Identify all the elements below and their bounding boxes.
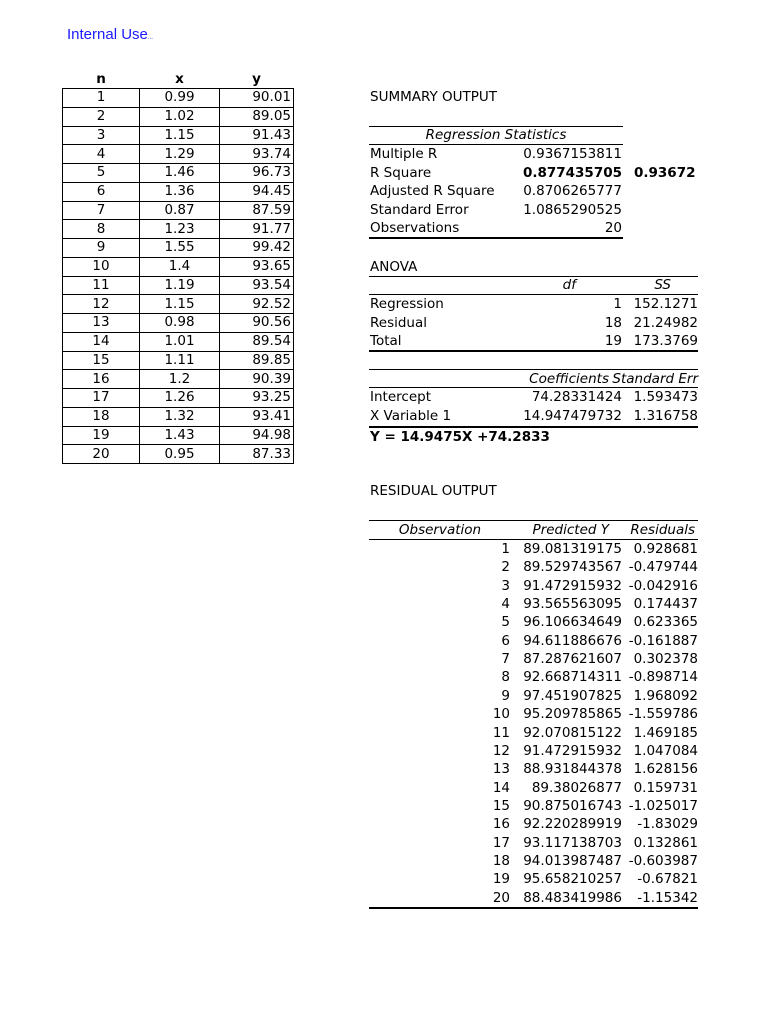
cell-n: 12: [63, 295, 140, 314]
residual-observation: 13: [492, 761, 510, 778]
internal-use-text: Internal Use: [67, 26, 148, 43]
internal-use-sub: ...: [147, 35, 153, 41]
regression-equation: Y = 14.9475X +74.2833: [370, 429, 550, 445]
residual-value: -0.479744: [628, 559, 698, 576]
residual-predicted-y: 93.117138703: [523, 834, 622, 851]
residual-value: -1.15342: [637, 889, 698, 906]
coefficient-value: 14.947479732: [523, 408, 622, 424]
cell-n: 11: [63, 276, 140, 295]
regstat-value: 0.9367153811: [523, 146, 622, 162]
residual-value: 1.469185: [633, 724, 698, 741]
table-row: [63, 126, 294, 145]
residual-value: -0.67821: [637, 871, 698, 888]
residual-value: 1.047084: [633, 742, 698, 759]
coefficients-header: Coefficients: [529, 371, 609, 387]
cell-y: 89.05: [220, 107, 294, 126]
table-row: [63, 314, 294, 333]
header-n: n: [96, 71, 106, 87]
observation-header: Observation: [398, 522, 482, 538]
table-row: [63, 389, 294, 408]
cell-n: 16: [63, 370, 140, 389]
cell-y: 91.43: [220, 126, 294, 145]
cell-x: 1.2: [140, 370, 220, 389]
residual-value: 1.968092: [633, 687, 698, 704]
cell-n: 8: [63, 220, 140, 239]
cell-x: 1.01: [140, 332, 220, 351]
standard-error-header: [612, 370, 698, 388]
table-row: [63, 107, 294, 126]
residual-observation: 20: [492, 889, 510, 906]
residual-predicted-y: 87.287621607: [523, 651, 622, 668]
residual-predicted-y: 91.472915932: [523, 742, 622, 759]
anova-df-header: df: [562, 277, 576, 293]
table-row: [63, 332, 294, 351]
cell-x: 1.55: [140, 239, 220, 258]
residual-observation: 7: [501, 651, 510, 668]
regstat-value: 0.8706265777: [523, 183, 622, 199]
data-table-body: [63, 89, 294, 464]
anova-ss-header: SS: [654, 277, 671, 293]
residual-predicted-y: 90.875016743: [523, 797, 622, 814]
residual-observation: 9: [501, 687, 510, 704]
residual-value: -0.161887: [628, 632, 698, 649]
cell-n: 7: [63, 201, 140, 220]
regstat-label: Standard Error: [370, 201, 469, 218]
residual-predicted-y: 95.658210257: [523, 871, 622, 888]
residual-observation: 16: [492, 816, 510, 833]
residual-predicted-y: 95.209785865: [523, 706, 622, 723]
cell-n: 3: [63, 126, 140, 145]
table-row: [63, 276, 294, 295]
residual-predicted-y: 94.013987487: [523, 852, 622, 869]
residual-predicted-y: 88.931844378: [523, 761, 622, 778]
cell-y: 93.54: [220, 276, 294, 295]
anova-df: 18: [604, 314, 622, 331]
residual-observation: 11: [492, 724, 510, 741]
table-row: [63, 89, 294, 108]
residual-predicted-y: 91.472915932: [523, 577, 622, 594]
residual-predicted-y: 93.565563095: [523, 596, 622, 613]
regstats-bottom-rule: [369, 237, 623, 239]
coef-row-label: X Variable 1: [370, 408, 452, 424]
residual-observation: 3: [501, 577, 510, 594]
residual-predicted-y: 88.483419986: [523, 889, 622, 906]
cell-x: 1.02: [140, 107, 220, 126]
cell-x: 1.15: [140, 295, 220, 314]
standard-error-value: 1.316758: [633, 408, 698, 424]
cell-y: 96.73: [220, 164, 294, 183]
cell-n: 6: [63, 182, 140, 201]
residual-value: 0.174437: [633, 596, 698, 613]
table-row: [63, 351, 294, 370]
cell-x: 1.32: [140, 407, 220, 426]
regstat-value: 20: [604, 220, 622, 236]
residual-observation: 17: [492, 834, 510, 851]
residual-predicted-y: 92.070815122: [523, 724, 622, 741]
cell-x: 1.23: [140, 220, 220, 239]
cell-n: 15: [63, 351, 140, 370]
cell-y: 93.74: [220, 145, 294, 164]
table-row: [63, 182, 294, 201]
cell-n: 19: [63, 426, 140, 445]
table-row: [63, 426, 294, 445]
cell-n: 1: [63, 89, 140, 108]
input-data-table: [62, 70, 294, 464]
regstat-label: Adjusted R Square: [370, 183, 495, 199]
cell-y: 89.54: [220, 332, 294, 351]
regstat-label: R Square: [370, 164, 432, 181]
cell-x: 1.43: [140, 426, 220, 445]
residual-observation: 5: [501, 614, 510, 631]
residual-observation: 4: [501, 596, 510, 613]
residual-predicted-y: 92.220289919: [523, 816, 622, 833]
cell-x: 1.4: [140, 257, 220, 276]
cell-x: 1.26: [140, 389, 220, 408]
residual-observation: 6: [501, 632, 510, 649]
regression-statistics-header: Regression Statistics: [425, 127, 567, 143]
table-row: [63, 257, 294, 276]
cell-x: 1.46: [140, 164, 220, 183]
anova-ss: 152.1271: [633, 296, 698, 312]
cell-y: 90.39: [220, 370, 294, 389]
summary-output-title: SUMMARY OUTPUT: [370, 89, 498, 105]
residual-observation: 10: [492, 706, 510, 723]
residual-observation: 1: [501, 541, 510, 557]
table-row: [63, 220, 294, 239]
cell-x: 0.87: [140, 201, 220, 220]
residual-value: -0.042916: [628, 577, 698, 594]
regstat-label: Observations: [370, 220, 460, 236]
standard-error-header-text: Standard Err: [612, 371, 698, 387]
residual-predicted-y: 96.106634649: [523, 614, 622, 631]
cell-n: 5: [63, 164, 140, 183]
standard-error-value: 1.593473: [633, 389, 698, 405]
cell-y: 93.65: [220, 257, 294, 276]
residual-observation: 2: [501, 559, 510, 576]
table-row: [63, 164, 294, 183]
residual-observation: 12: [492, 742, 510, 759]
anova-bottom-rule: [369, 350, 698, 352]
coefficient-value: 74.28331424: [531, 389, 622, 405]
anova-df: 19: [604, 333, 622, 349]
cell-n: 4: [63, 145, 140, 164]
cell-y: 94.45: [220, 182, 294, 201]
cell-y: 99.42: [220, 239, 294, 258]
regstat-extra: 0.93672: [634, 164, 696, 181]
anova-df: 1: [613, 296, 622, 312]
residual-observation: 18: [492, 852, 510, 869]
residual-value: -0.603987: [628, 852, 698, 869]
residual-output-title: RESIDUAL OUTPUT: [370, 483, 497, 499]
table-row: [63, 239, 294, 258]
cell-x: 1.19: [140, 276, 220, 295]
cell-y: 87.33: [220, 445, 294, 464]
table-row: [63, 445, 294, 464]
data-table-header-row: [63, 70, 294, 89]
anova-title: ANOVA: [370, 259, 418, 275]
internal-use-label: [67, 26, 153, 43]
residual-predicted-y: 89.529743567: [523, 559, 622, 576]
regstat-label: Multiple R: [370, 146, 438, 162]
table-row: [63, 201, 294, 220]
cell-n: 10: [63, 257, 140, 276]
residual-predicted-y: 92.668714311: [523, 669, 622, 686]
cell-y: 89.85: [220, 351, 294, 370]
cell-x: 0.95: [140, 445, 220, 464]
cell-n: 14: [63, 332, 140, 351]
anova-row-label: Total: [370, 333, 402, 349]
cell-y: 93.25: [220, 389, 294, 408]
cell-y: 90.56: [220, 314, 294, 333]
cell-n: 9: [63, 239, 140, 258]
anova-row-label: Residual: [370, 314, 428, 331]
cell-x: 1.36: [140, 182, 220, 201]
residual-value: -1.83029: [637, 816, 698, 833]
cell-n: 13: [63, 314, 140, 333]
residual-value: 0.623365: [633, 614, 698, 631]
coef-row-label: Intercept: [370, 389, 431, 405]
cell-x: 0.99: [140, 89, 220, 108]
cell-x: 1.15: [140, 126, 220, 145]
residual-predicted-y: 97.451907825: [523, 687, 622, 704]
residual-predicted-y: 94.611886676: [523, 632, 622, 649]
cell-y: 94.98: [220, 426, 294, 445]
table-row: [63, 145, 294, 164]
cell-x: 0.98: [140, 314, 220, 333]
header-x: x: [175, 71, 184, 87]
residual-value: -0.898714: [628, 669, 698, 686]
residual-value: 0.928681: [633, 541, 698, 557]
cell-y: 92.52: [220, 295, 294, 314]
residual-value: 1.628156: [633, 761, 698, 778]
residual-observation: 8: [501, 669, 510, 686]
anova-ss: 173.3769: [633, 333, 698, 349]
cell-x: 1.29: [140, 145, 220, 164]
header-y: y: [252, 71, 261, 87]
residual-predicted-y: 89.38026877: [531, 779, 622, 796]
residual-value: -1.025017: [628, 797, 698, 814]
residual-bottom-rule: [369, 907, 698, 909]
residual-observation: 19: [492, 871, 510, 888]
cell-n: 2: [63, 107, 140, 126]
anova-ss: 21.24982: [633, 314, 698, 331]
cell-y: 93.41: [220, 407, 294, 426]
cell-y: 91.77: [220, 220, 294, 239]
residual-value: 0.302378: [633, 651, 698, 668]
residual-observation: 14: [492, 779, 510, 796]
residual-value: 0.132861: [633, 834, 698, 851]
cell-y: 90.01: [220, 89, 294, 108]
table-row: [63, 370, 294, 389]
table-row: [63, 407, 294, 426]
predicted-y-header: Predicted Y: [532, 522, 609, 538]
regstat-value: 1.0865290525: [523, 201, 622, 218]
residual-value: -1.559786: [628, 706, 698, 723]
regstat-value: 0.877435705: [522, 164, 622, 181]
cell-n: 17: [63, 389, 140, 408]
cell-n: 20: [63, 445, 140, 464]
residual-value: 0.159731: [633, 779, 698, 796]
table-row: [63, 295, 294, 314]
anova-row-label: Regression: [370, 296, 444, 312]
residuals-header: Residuals: [630, 522, 695, 538]
cell-y: 87.59: [220, 201, 294, 220]
cell-n: 18: [63, 407, 140, 426]
cell-x: 1.11: [140, 351, 220, 370]
residual-predicted-y: 89.081319175: [523, 541, 622, 557]
residual-observation: 15: [492, 797, 510, 814]
